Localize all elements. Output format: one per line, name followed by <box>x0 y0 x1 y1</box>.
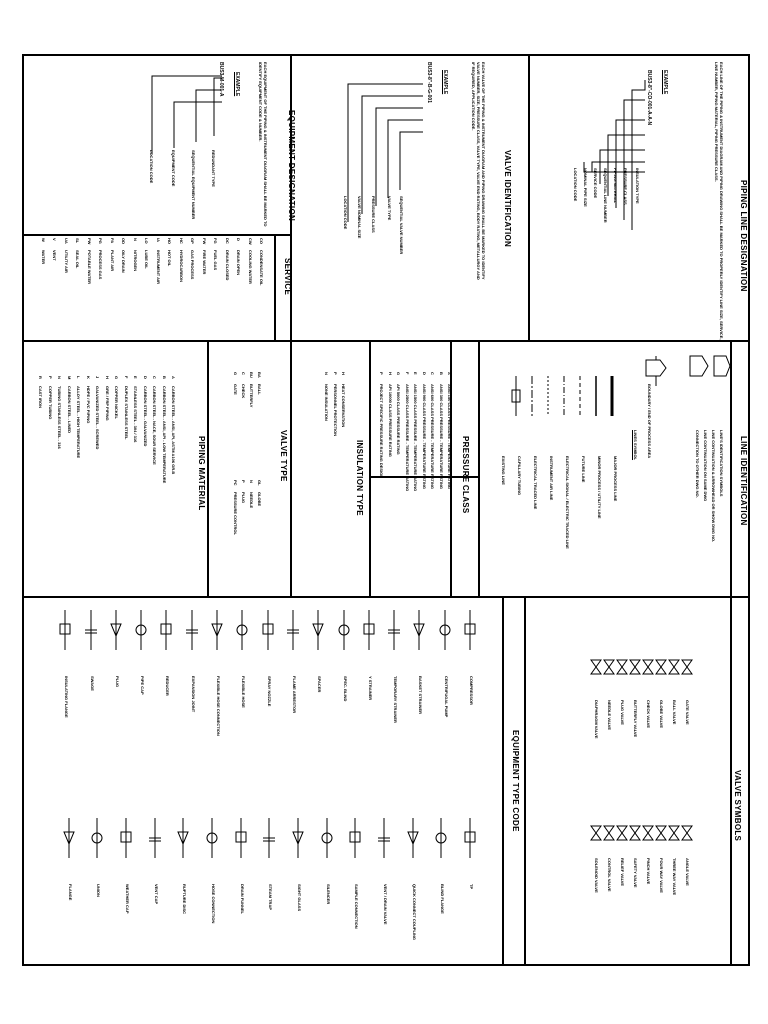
steam-trap-icon <box>261 818 277 858</box>
vent-cap-icon <box>147 818 163 858</box>
material-code: N <box>57 376 62 379</box>
line-id-subtitle: LINE'S IDENTIFICATION SYMBOLS <box>719 430 724 497</box>
service-code: W <box>40 238 46 242</box>
service-label: GAS PROCESS <box>190 250 195 280</box>
service-code: FW <box>201 238 207 245</box>
tp-icon <box>462 818 478 858</box>
vessel-icon <box>361 610 377 650</box>
material-label: STAINLESS STEEL - 304 / 316 <box>133 386 138 443</box>
line-id-legend-0: LINE CONTINUATION & ARROWHEAD OR SHOW DWG NO. <box>711 430 716 543</box>
service-label: SEAL OIL <box>75 250 80 269</box>
material-label: GRE / FRP PIPING <box>104 386 110 421</box>
line-label-1: MINOR PROCESS / UTILITY LINE <box>597 456 602 519</box>
divider-mid-5 <box>478 340 480 596</box>
piping-line-designation-title: PIPING LINE DESIGNATION <box>739 180 748 292</box>
plug-icon <box>108 610 124 650</box>
hose-conn-icon <box>204 818 220 858</box>
material-code: H <box>104 376 110 379</box>
divider-mid-2 <box>290 340 292 596</box>
divider-valve-line <box>528 56 530 340</box>
valve-type-code: PC <box>233 480 238 486</box>
pressure-label: ANSI 600 CLASS PRESSURE - TEMPERATURE RATING <box>430 384 435 489</box>
equipment-label: FLEXIBLE HOSE CONNECTION <box>216 676 222 736</box>
pressure-label: PROJECT SPECIFIC PRESSURE RATING DESIGN <box>379 384 384 479</box>
pressure-label: ANSI 2500 CLASS PRESSURE - TEMPERATURE RATING <box>404 384 410 492</box>
equipment-label: EXPANSION JOINT <box>190 676 196 713</box>
gate-valve-icon <box>682 660 692 674</box>
equipment-label: WEATHER CAP <box>125 884 130 914</box>
service-label: WATER <box>40 250 46 265</box>
arrestor-icon <box>260 610 276 650</box>
ball-valve-icon <box>669 660 679 674</box>
valve-type-title: VALVE TYPE <box>279 430 288 482</box>
filter-icon <box>411 610 427 650</box>
equipment-label: FLAME ARRESTOR <box>291 676 297 714</box>
equipment-label: CENTRIFUGAL PUMP <box>443 676 449 718</box>
pump-icon <box>437 610 453 650</box>
material-label: CARBON STEEL - ANSI, API, ASTM A106 GR.B <box>171 386 176 475</box>
valve-type-code: BU <box>249 372 254 378</box>
cap-icon <box>133 610 149 650</box>
piping-part-3: SEQUENTIAL LINE NUMBER <box>603 168 608 223</box>
equipment-label: HOSE CONNECTION <box>211 884 216 924</box>
valve-leader-lines <box>338 80 428 230</box>
service-code: HO <box>167 238 172 244</box>
equipment-label: SAMPLE CONNECTION <box>354 884 360 929</box>
material-code: F <box>123 376 129 379</box>
divider-bot-2 <box>524 596 526 966</box>
hose-icon <box>209 610 225 650</box>
valve-type-code: P <box>241 480 246 483</box>
pressure-label: ANSI 150 CLASS PRESSURE - TEMPERATURE RATING <box>447 384 452 489</box>
offpage-connector-icon <box>646 360 666 376</box>
service-label: NITROGEN <box>132 250 138 272</box>
valve-part-3: VALVE NOMINAL SIZE <box>357 196 362 239</box>
swage-icon <box>83 610 99 650</box>
valve-symbol-label: FOUR WAY VALVE <box>659 858 664 893</box>
divider-bot-1 <box>502 596 504 966</box>
valve-symbol-label: RELIEF VALVE <box>620 858 625 887</box>
material-label: HDPE / PVC PIPING <box>85 386 91 424</box>
valve-symbol-label: GATE VALVE <box>685 700 690 725</box>
three-way-valve-icon <box>669 826 679 840</box>
service-label: INSTRUMENT AIR <box>155 250 161 285</box>
piping-part-0: INSULATION TYPE <box>635 168 640 204</box>
equipment-label: DRAIN FUNNEL <box>239 884 245 914</box>
equipment-label: SILENCER <box>325 884 331 905</box>
pressure-label: API 5000 CLASS PRESSURE RATING <box>396 384 401 455</box>
service-label: CONDENSATE OIL <box>259 250 264 286</box>
insulation-label: NONE INSULATION <box>324 384 329 421</box>
line-label-5: ELECTRICAL TRACED LINE <box>533 456 538 510</box>
service-label: DRAIN CLOSED <box>224 250 230 281</box>
valve-type-label: PRESSURE CONTROL <box>233 492 238 535</box>
material-label: TUBING STAINLESS STEEL - 316 <box>57 386 62 449</box>
equipment-designation-note: EACH EQUIPMENT OF THE PIPING & INSTRUMENT DIAGRAM SHALL BE MARKED TO IDENTIFY EQUIPMENT CODE & NUMBER. <box>258 62 268 227</box>
valve-symbol-label: CHECK VALVE <box>646 700 651 729</box>
orifice-icon <box>386 610 402 650</box>
pressure-code: C <box>430 372 435 375</box>
service-label: LUBE OIL <box>144 250 149 269</box>
valve-symbol-label: ANGLE VALVE <box>685 858 690 886</box>
line-label-2: FUTURE LINE <box>581 456 586 483</box>
material-code: L <box>76 376 81 379</box>
divider-mid-3 <box>369 340 371 596</box>
valve-type-code: N <box>249 480 254 483</box>
union-icon <box>89 818 105 858</box>
valve-example-label: EXAMPLE <box>442 70 448 95</box>
line-id-legend-2: CONNECTION TO OTHER DWG NO. <box>695 430 700 498</box>
valve-type-code: G <box>233 372 238 376</box>
piping-line-note: EACH LINE OF THE PIPING & INSTRUMENT DIAGRAM AND PIPING DRAWING SHALL BE MARKED TO PROPERLY IDENTIFY LINE SIZE, SERVICE, LINE NUMBER, PIPING MATERIAL, PIPING PRESSURE CLASS. <box>714 62 724 340</box>
service-code: UA <box>63 238 69 244</box>
piping-part-1: PRESSURE CLASS <box>623 168 628 205</box>
valve-symbol-label: DIAPHRAGM VALVE <box>594 700 599 739</box>
service-code: CW <box>247 238 253 245</box>
pressure-code: G <box>396 372 401 376</box>
equipment-label: SIGHT GLASS <box>297 884 302 912</box>
boundary-label: BOUNDARY / END OF PROCESS AREA <box>647 384 652 459</box>
reducer-icon <box>158 610 174 650</box>
valve-symbol-label: PINCH VALVE <box>646 858 651 885</box>
valve-symbol-label: PLUG VALVE <box>620 700 625 725</box>
equipment-label: FLANGE <box>67 884 73 901</box>
valve-type-label: CHECK <box>241 384 246 399</box>
equipment-part-1: SEQUENTIAL EQUIPMENT NUMBER <box>191 150 196 220</box>
material-code: E <box>133 376 138 379</box>
equipment-label: SPRAY NOZZLE <box>266 676 272 707</box>
equipment-label: VENT CAP <box>153 884 159 905</box>
valve-type-label: BUTTERFLY <box>249 384 254 408</box>
service-label: HYDROCARBON <box>178 250 184 282</box>
equipment-label: SPEC. BLIND <box>342 676 348 702</box>
offpage-connector-icon-2 <box>690 356 708 376</box>
pressure-code: B <box>438 372 444 375</box>
equipment-part-2: EQUIPMENT CODE <box>171 150 176 187</box>
insulation-label: PERSONNEL PROTECTION <box>332 384 338 437</box>
insulating-icon <box>57 610 73 650</box>
pressure-class-title: PRESSURE CLASS <box>461 436 470 514</box>
four-way-valve-icon <box>656 826 666 840</box>
vent-icon <box>376 818 392 858</box>
pressure-code: P <box>379 372 384 375</box>
service-label: OILY DRAIN <box>121 250 126 273</box>
equipment-label: BLIND FLANGE <box>440 884 446 914</box>
material-code: P <box>47 376 53 379</box>
material-label: COPPER NICKEL <box>114 386 119 419</box>
material-label: CAST IRON <box>38 386 43 408</box>
line-label-7: EXISTING LINE <box>501 456 506 485</box>
safety-valve-icon <box>630 826 640 840</box>
equipment-part-3: LOCATION CODE <box>149 150 154 184</box>
service-code: N <box>132 238 138 241</box>
valve-part-1: VALVE TYPE <box>387 196 392 221</box>
quick-coupling-icon <box>405 818 421 858</box>
material-code: J <box>95 376 100 379</box>
needle-valve-icon <box>604 660 614 674</box>
material-label: ALLOY STEEL - HIGH TEMPERATURE <box>76 386 81 459</box>
valve-symbols-title: VALVE SYMBOLS <box>733 770 742 842</box>
service-code: V <box>52 238 57 241</box>
valve-type-code: C <box>241 372 246 375</box>
piping-part-4: SERVICE CODE <box>593 168 598 199</box>
pressure-label: ANSI 900 CLASS PRESSURE - TEMPERATURE RATING <box>421 384 427 489</box>
valve-symbol-label: NEEDLE VALVE <box>607 700 612 731</box>
valve-type-label: GLOBE <box>257 492 262 507</box>
equipment-label: PLUG <box>114 676 120 688</box>
material-label: CARBON STEEL - ANSI, API - LOW TEMPERATURE <box>161 386 167 484</box>
compressor-icon <box>462 610 478 650</box>
service-label: VENT <box>52 250 57 261</box>
divider-bot-3 <box>730 596 732 966</box>
insulation-code: P <box>332 372 338 375</box>
pressure-code: E <box>413 372 418 375</box>
relief-valve-icon <box>617 826 627 840</box>
equipment-label: FLEXIBLE HOSE <box>241 676 247 708</box>
service-code: GP <box>190 238 195 244</box>
service-label: PLANT AIR <box>109 250 115 272</box>
equipment-label: STEAM TRAP <box>268 884 274 910</box>
weather-cap-icon <box>118 818 134 858</box>
valve-type-code: BA <box>257 372 262 378</box>
equipment-label: COMPRESSOR <box>469 676 474 705</box>
globe-valve-icon <box>656 660 666 674</box>
service-code: OD <box>121 238 126 244</box>
service-label: FUEL GAS <box>213 250 218 271</box>
pressure-code: A <box>447 372 452 375</box>
material-label: CARBON STEEL - NACE, SOUR SERVICE <box>152 386 157 465</box>
piping-part-5: NOMINAL PIPE SIZE <box>583 168 588 207</box>
equipment-example-label: EXAMPLE <box>234 72 240 97</box>
material-code: K <box>85 376 91 379</box>
silencer-icon <box>319 818 335 858</box>
valve-example-code: BUS3-8"-B-G-001 <box>426 62 432 103</box>
valve-symbol-label: GLOBE VALVE <box>659 700 664 729</box>
insulation-label: HEAT CONSERVATION <box>341 384 346 428</box>
spacer-icon <box>285 610 301 650</box>
angle-valve-icon <box>682 826 692 840</box>
service-label: HOT OIL <box>167 250 172 267</box>
solenoid-valve-icon <box>591 826 601 840</box>
material-code: D <box>142 376 148 379</box>
valve-type-label: NEEDLE <box>249 492 254 509</box>
valve-symbol-label: SAFETY VALVE <box>633 858 638 888</box>
pressure-label: API 10000 CLASS PRESSURE RATING <box>387 384 393 457</box>
valve-type-label: BALL <box>257 384 262 395</box>
diaphragm-valve-icon <box>591 660 601 674</box>
sight-icon <box>290 818 306 858</box>
line-id-legend-1: LINE CONTINUATION ON SAME DWG <box>703 430 708 502</box>
piping-example-label: EXAMPLE <box>662 70 668 95</box>
service-label: POTABLE WATER <box>86 250 92 285</box>
equipment-label: TP <box>469 884 474 890</box>
divider-service-title <box>274 234 276 340</box>
divider-top-middle <box>24 340 748 342</box>
divider-mid-1 <box>207 340 209 596</box>
equipment-label: TEMPORARY STRAINER <box>393 676 399 723</box>
equipment-example-code: BUS3-M-001-A <box>218 62 224 97</box>
lines-header: LINES SYMBOL <box>633 430 638 461</box>
offpage-connector-icon-3 <box>714 356 730 376</box>
control-valve-icon <box>604 826 614 840</box>
valve-symbol-label: BALL VALVE <box>672 700 677 725</box>
equipment-label: BASKET STRAINER <box>418 676 424 715</box>
insulation-code: N <box>324 372 329 375</box>
material-code: C <box>152 376 157 379</box>
flange-icon <box>61 818 77 858</box>
equipment-type-code-title: EQUIPMENT TYPE CODE <box>511 730 520 832</box>
line-identification-title: LINE IDENTIFICATION <box>739 436 748 526</box>
check-valve-icon <box>643 660 653 674</box>
valve-identification-note: EACH VALVE OF THE PIPING & INSTRUMENT DIAGRAM AND PIPING DRAWING SHALL BE MARKED TO IDENTIFY VALVE NUMBER, SIZE, PRESSURE CLASS, VALVE TYPE, VALVE END RATING, BODY RATING, METALLURGY AND IF REQUIRED, APPLICATION CODE. <box>471 62 486 280</box>
line-label-6: CAPILLARY TUBING <box>517 456 522 496</box>
valve-type-label: GATE <box>233 384 238 395</box>
service-code: SL <box>75 238 80 244</box>
material-label: DUPLEX STAINLESS STEEL <box>123 386 129 440</box>
equipment-label: Y STRAINER <box>367 676 373 701</box>
divider-middle-bottom <box>24 596 748 598</box>
service-label: FIRE WATER <box>201 250 207 275</box>
service-code: DC <box>224 238 230 244</box>
pressure-code: F <box>404 372 410 375</box>
service-code: IA <box>155 238 161 242</box>
blind-flange-icon <box>433 818 449 858</box>
pressure-code: D <box>421 372 427 375</box>
rupture-icon <box>175 818 191 858</box>
pressure-code: H <box>387 372 393 375</box>
pressure-label: ANSI 1500 CLASS PRESSURE - TEMPERATURE RATING <box>413 384 418 492</box>
service-label: COOLING WATER <box>247 250 253 284</box>
material-code: G <box>114 376 119 380</box>
tank-icon <box>336 610 352 650</box>
expansion-icon <box>184 610 200 650</box>
service-code: FG <box>213 238 218 244</box>
material-code: B <box>161 376 167 379</box>
service-code: CO <box>259 238 264 244</box>
service-code: LO <box>144 238 149 244</box>
piping-part-6: LOCATION CODE <box>573 168 578 202</box>
valve-part-0: SEQUENTIAL VALVE NUMBER <box>399 196 404 255</box>
butterfly-valve-icon <box>630 660 640 674</box>
valve-part-2: PRESSURE CLASS <box>371 196 376 233</box>
service-code: PG <box>98 238 103 244</box>
line-label-4: INSTRUMENT AIR LINE <box>549 456 554 501</box>
equipment-label: VENT / DRAIN VALVE <box>383 884 388 925</box>
equipment-label: UNION <box>96 884 102 897</box>
valve-symbol-label: SOLENOID VALVE <box>594 858 599 893</box>
line-type-samples <box>500 376 620 456</box>
piping-part-2: PIPING MATERIAL <box>613 168 618 204</box>
piping-example-code: BUS3-8"-CO-001-A-A-N <box>646 70 652 126</box>
service-label: DRAIN OPEN <box>236 250 241 276</box>
material-label: GALVANIZED STEEL - SCREWED <box>95 386 100 450</box>
service-label: UTILITY AIR <box>63 250 69 273</box>
valve-identification-title: VALVE IDENTIFICATION <box>503 150 512 248</box>
service-code: D <box>236 238 241 241</box>
material-label: CARBON STEEL - LINED <box>66 386 72 434</box>
piping-material-title: PIPING MATERIAL <box>197 436 206 511</box>
service-code: HC <box>178 238 184 244</box>
equipment-label: PIPE CAP <box>140 676 146 695</box>
material-code: A <box>171 376 176 379</box>
material-code: M <box>66 376 72 380</box>
material-label: CARBON STEEL - GALVANIZED <box>142 386 148 447</box>
equipment-label: SWAGE <box>89 676 95 691</box>
pressure-label: ANSI 300 CLASS PRESSURE - TEMPERATURE RATING <box>438 384 444 489</box>
valve-symbol-label: BUTTERFLY VALVE <box>633 700 638 738</box>
pinch-valve-icon <box>643 826 653 840</box>
line-label-3: ELECTRICAL SIGNAL / ELECTRIC TRACED LINE <box>565 456 570 549</box>
material-code: R <box>38 376 43 379</box>
equipment-label: REDUCER <box>165 676 171 696</box>
equipment-label: SPACER <box>317 676 323 693</box>
piping-leader-lines <box>570 80 650 230</box>
divider-mid-6 <box>730 340 732 596</box>
valve-part-4: LOCATION CODE <box>343 196 348 230</box>
valve-symbol-label: THREE WAY VALVE <box>672 858 677 896</box>
plug-valve-icon <box>617 660 627 674</box>
insulation-type-title: INSULATION TYPE <box>355 440 364 516</box>
valve-type-code: GL <box>257 480 262 486</box>
nozzle-icon <box>234 610 250 650</box>
insulation-code: H <box>341 372 346 375</box>
service-code: PA <box>109 238 115 244</box>
service-code: PW <box>86 238 92 245</box>
service-label: PROCESS GAS <box>98 250 103 280</box>
equipment-designation-title: EQUIPMENT DESIGNATION <box>287 110 296 222</box>
equipment-label: RUPTURE DISC <box>182 884 188 915</box>
blind-icon <box>310 610 326 650</box>
service-title: SERVICE <box>283 258 292 296</box>
divider-equip-service <box>24 234 290 236</box>
sample-icon <box>347 818 363 858</box>
valve-symbol-label: CONTROL VALVE <box>607 858 612 892</box>
connector-symbols <box>640 356 730 416</box>
valve-type-label: PLUG <box>241 492 246 504</box>
equipment-label: QUICK CONNECT COUPLING <box>411 884 417 940</box>
equipment-part-0: REDUNDANT TYPE <box>211 150 216 187</box>
material-label: COPPER TUBING <box>47 386 53 420</box>
line-label-0: MAJOR PROCESS LINE <box>613 456 618 502</box>
drain-funnel-icon <box>233 818 249 858</box>
equipment-label: INSULATING FLANGE <box>64 676 70 718</box>
